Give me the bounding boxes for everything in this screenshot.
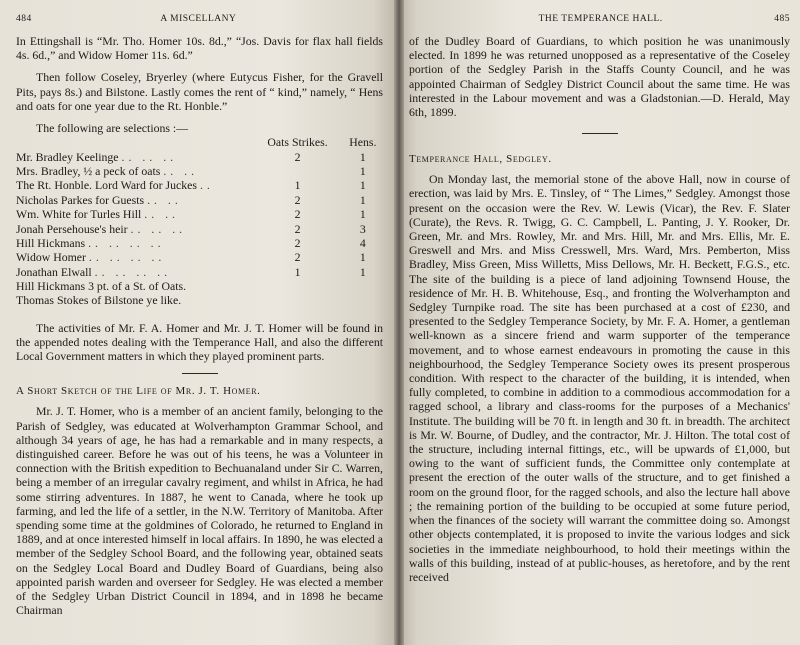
left-page <box>0 0 397 645</box>
sketch-heading: A Short Sketch of the Life of Mr. J. T. Homer. <box>16 385 261 398</box>
selections-header-row <box>16 135 383 149</box>
selection-name: The Rt. Honble. Lord Ward for Juckes <box>16 178 197 193</box>
para-hall: On Monday last, the memorial stone of the above Hall, now in course of erection, was laid by Mrs. E. Tinsley, of “ The Limes,” Sedgley. Amongst those present on the occasion were the Rev. W. Lewis (Vicar), the Rev. F. Slater (Curate), the Revs. R. Twigg, G. C. Campbell, L. Panting, J. Y. Rooker, Dr. Green, Mr. and Mrs. Rowley, Mr. and Mrs. Hill, Mr. and Mrs. Ellis, Mr. E. Greswell and Mrs. and Miss Cresswell, Mrs. Ward, Mrs. Pemberton, Miss Bradley, Miss Green, Miss Willetts, Miss Dellows, Mr. H. Beckett, F.G.S., etc. The site of the building is a piece of land adjoining Townsend House, the residence of Mr. H. B. Whitehouse, Esq., and fronting the Wolverhampton and Sedgley Turnpike road. The site has been purchased at a cost of £230, and presented to the Sedgley Temperance Society, by Mr. F. A. Homer, a gentleman well-known as a sincere friend and warm supporter of the temperance movement, and to whose earnest endeavours in promoting the cause in this neighbourhood, the Sedgley Temperance Society owes its present prosperous condition. With respect to the character of the building, it is intended, when fully completed, to combine in addition to a commodious accommodation for a ragged school, a library and class-rooms for the purposes of a Mechanics' Institute. The building will be 70 ft. in length and 30 ft. in breadth. The architect is Mr. W. Bourne, of Dudley, and the contractor, Mr. J. Hilton. The total cost of the structure, including internal fittings, etc., will be upwards of £1,000, but owing to the want of sufficient funds, the Committee only contemplate at present the erection of the outer walls of the structure, and to get finished a room on the ground floor, for the ragged schools, and also the lecture hall above ; the remaining portion of the building to be occupied at some future period, when the finances of the society will warrant the committee doing so. Amongst other objects contemplated, it is proposed to invite the various lodges and sick societies in the immediate neighbourhood, to hold their meetings within the walls of this building, instead of at public-houses, as heretofore, and by the rent received <box>409 172 790 584</box>
leader-dots: .. .. <box>147 192 182 207</box>
note-hickmans: Hill Hickmans 3 pt. of a St. of Oats. <box>16 279 187 294</box>
selection-oats: 2 <box>294 250 301 265</box>
selection-oats: 2 <box>294 207 301 222</box>
selection-hens: 1 <box>359 164 366 179</box>
leader-dots: .. .. .. .. <box>94 264 172 279</box>
para-activities: The activities of Mr. F. A. Homer and Mr. J. T. Homer will be found in the appended notes dealing with the Temperance Hall, and also the different Local Government matters in which they played prominent parts. <box>16 320 383 364</box>
selection-name: Mrs. Bradley, ½ a peck of oats <box>16 164 161 179</box>
para-continued: of the Dudley Board of Guardians, to which position he was unanimously elected. In 1899 he was returned unopposed as a representative of the Coseley portion of the Sedgley Parish in the Staffs County Council, and he was appointed Chairman of Sedgley District Council about the same time. He was interested in the Labour movement and was a Gladstonian.—D. Herald, May 6th, 1899. <box>409 34 790 120</box>
selection-oats: 1 <box>294 178 301 193</box>
table-row <box>16 250 383 264</box>
selection-oats <box>252 164 342 178</box>
table-row <box>16 178 383 192</box>
selection-hens: 1 <box>359 250 366 265</box>
leader-dots: .. .. <box>144 207 179 222</box>
selection-name: Hill Hickmans <box>16 236 86 251</box>
para-coseley: Then follow Coseley, Bryerley (where Eutycus Fisher, for the Gravell Pits, pays 8s.) and Bilstone. Lastly comes the rent of “ kind,” namely, “ Hens and oats for one year due to the Rt. Honble.” <box>16 70 383 113</box>
selection-name: Jonathan Elwall <box>16 264 92 279</box>
section-divider <box>582 133 618 134</box>
table-row <box>16 236 383 250</box>
table-row <box>16 222 383 236</box>
selection-hens: 4 <box>359 236 366 251</box>
selection-hens: 1 <box>359 178 366 193</box>
right-running-head <box>409 14 790 28</box>
selection-name: Jonah Persehouse's heir <box>16 221 128 236</box>
selection-name: Mr. Bradley Keelinge <box>16 149 119 164</box>
leader-dots: .. .. <box>163 164 199 179</box>
left-running-head <box>16 14 383 28</box>
para-ettingshall: In Ettingshall is “Mr. Tho. Homer 10s. 8d.,” “Jos. Davis for flax hall fields 4s. 6d.,” and Widow Homer 11s. 6d.” <box>16 34 383 63</box>
table-row <box>16 265 383 279</box>
selection-oats: 2 <box>294 236 301 251</box>
leader-dots: .. .. .. <box>130 221 187 236</box>
left-running-title: A MISCELLANY <box>160 14 237 24</box>
selection-name: Wm. White for Turles Hill <box>16 207 142 222</box>
selection-hens: 1 <box>359 149 366 164</box>
selection-hens: 1 <box>359 264 366 279</box>
table-row <box>16 150 383 164</box>
selection-hens: 1 <box>359 192 366 207</box>
oats-column-header: Oats Strikes. <box>267 135 328 150</box>
hens-column-header: Hens. <box>349 135 377 150</box>
selections-table <box>16 135 383 279</box>
right-page <box>397 0 800 645</box>
selections-intro: The following are selections :— <box>36 121 189 136</box>
selection-name: Widow Homer <box>16 250 86 265</box>
selection-hens: 1 <box>359 207 366 222</box>
selection-oats: 1 <box>294 264 301 279</box>
hall-heading: Temperance Hall, Sedgley. <box>409 153 552 166</box>
left-page-number: 484 <box>16 14 32 24</box>
section-divider <box>182 373 218 374</box>
selection-oats: 2 <box>294 221 301 236</box>
leader-dots: .. .. .. .. <box>88 236 165 251</box>
table-row <box>16 193 383 207</box>
selection-oats: 2 <box>294 192 301 207</box>
note-stokes: Thomas Stokes of Bilstone ye like. <box>16 293 182 308</box>
leader-dots: .. <box>199 178 214 193</box>
right-running-title: THE TEMPERANCE HALL. <box>538 14 663 24</box>
leader-dots: .. .. .. <box>121 149 178 164</box>
right-page-number: 485 <box>774 14 790 24</box>
leader-dots: .. .. .. .. <box>88 250 166 265</box>
table-row <box>16 207 383 221</box>
selection-name: Nicholas Parkes for Guests <box>16 192 145 207</box>
table-row <box>16 164 383 178</box>
selection-oats: 2 <box>294 149 301 164</box>
para-sketch: Mr. J. T. Homer, who is a member of an ancient family, belonging to the Parish of Sedgley, was educated at Wolverhampton Grammar School, and although 34 years of age, he has had a remarkable and in many respects, a distinguished career. Before he was out of his teens, he was a Volunteer in connection with the British expedition to Bechuanaland under Sir C. Warren, being a member of an irregular cavalry regiment, and whilst in Africa, he had some stirring adventures. In 1887, he went to Canada, where he took up farming, and led the life of a settler, in the N.W. Territory of Manitoba. After spending some time at the goldmines of Colorado, he returned to England in 1889, and at once interested himself in local affairs. In 1890, he was elected a member of the Sedgley School Board, and the following year, obtained seats on the Sedgley Local Board and Dudley Board of Guardians, being also appointed parish warden and overseer for Sedgley. He was elected a member of the Sedgley Urban District Council in 1894, and in 1898 he became Chairman <box>16 404 383 618</box>
selection-hens: 3 <box>359 221 366 236</box>
book-gutter <box>394 0 404 645</box>
